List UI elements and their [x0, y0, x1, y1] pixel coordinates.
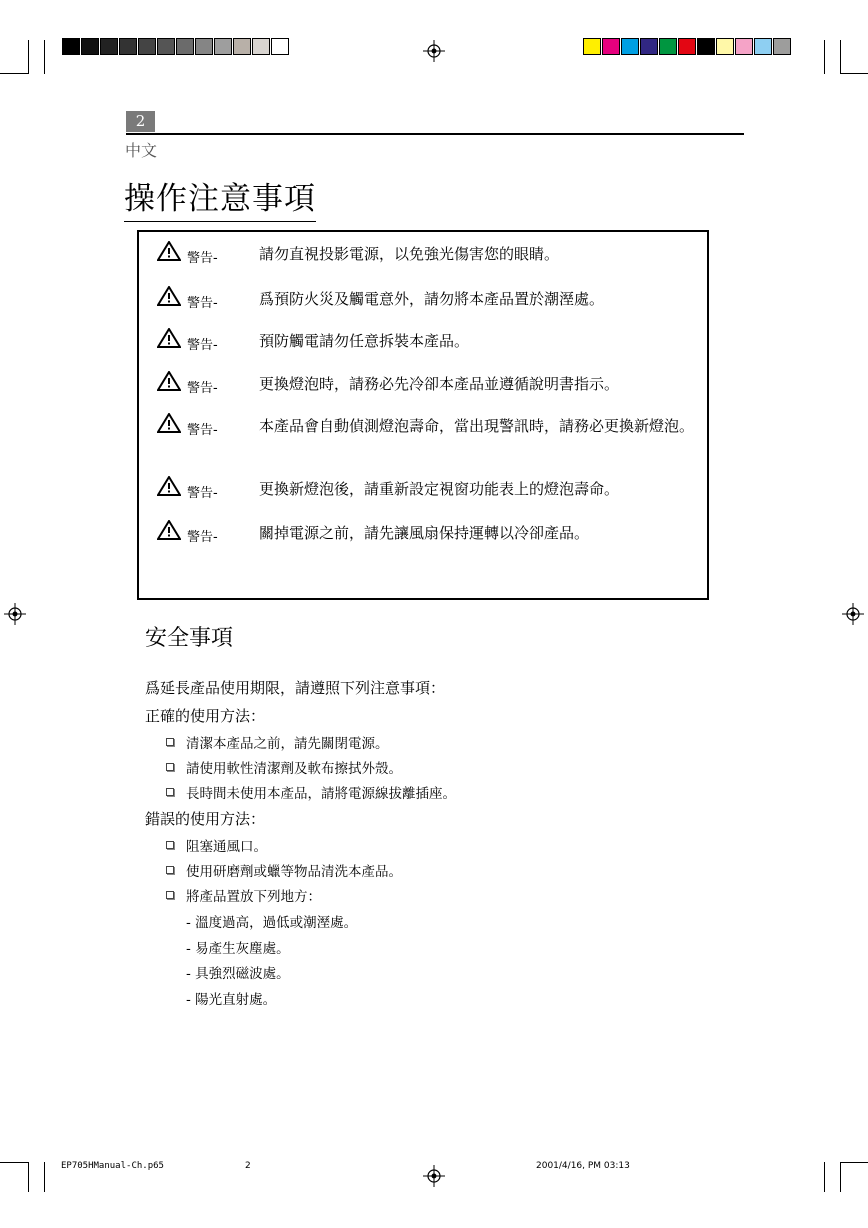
warning-text: 關掉電源之前，請先讓風扇保持運轉以冷卻產品。: [259, 524, 590, 542]
place-item: - 易產生灰塵處。: [186, 941, 290, 957]
gray-swatch: [176, 38, 194, 55]
warning-box: [137, 230, 709, 600]
color-swatch: [659, 38, 677, 55]
list-item: [166, 835, 267, 855]
language-label: 中文: [125, 141, 158, 160]
gray-swatch: [62, 38, 80, 55]
checkbox-bullet-icon: [166, 841, 174, 849]
color-swatch: [754, 38, 772, 55]
registration-mark-top: [423, 40, 445, 62]
registration-mark-bottom: [423, 1165, 445, 1187]
warning-triangle-icon: [157, 520, 181, 540]
color-swatch: [583, 38, 601, 55]
warning-triangle-icon: [157, 476, 181, 496]
list-item-text: 阻塞通風口。: [186, 839, 267, 855]
gray-swatch: [252, 38, 270, 55]
safety-intro: 爲延長產品使用期限，請遵照下列注意事項：: [145, 679, 446, 697]
checkbox-bullet-icon: [166, 891, 174, 899]
warning-triangle-icon: [157, 371, 181, 391]
page-number: 2: [126, 111, 155, 132]
color-swatch: [697, 38, 715, 55]
list-item-text: 清潔本產品之前，請先關閉電源。: [186, 736, 389, 752]
warning-triangle-icon: [157, 413, 181, 433]
warning-text: 更換燈泡時，請務必先冷卻本產品並遵循說明書指示。: [259, 375, 620, 393]
gray-swatch: [100, 38, 118, 55]
color-swatch: [735, 38, 753, 55]
warning-text: 更換新燈泡後，請重新設定視窗功能表上的燈泡壽命。: [259, 480, 620, 498]
list-item-text: 使用研磨劑或蠟等物品清洗本產品。: [186, 864, 402, 880]
list-item-text: 將產品置放下列地方：: [186, 889, 321, 905]
warning-triangle-icon: [157, 286, 181, 306]
place-item: - 具強烈磁波處。: [186, 966, 290, 982]
gray-swatch: [233, 38, 251, 55]
gray-swatch: [138, 38, 156, 55]
warning-triangle-icon: [157, 328, 181, 348]
warning-text: 請勿直視投影電源，以免強光傷害您的眼睛。: [259, 245, 560, 263]
gray-swatch: [214, 38, 232, 55]
checkbox-bullet-icon: [166, 738, 174, 746]
wrong-usage-heading: 錯誤的使用方法：: [145, 810, 266, 828]
correct-usage-heading: 正確的使用方法：: [145, 707, 266, 725]
color-swatch: [640, 38, 658, 55]
warning-label: 警告-: [187, 486, 218, 501]
color-swatch: [602, 38, 620, 55]
list-item: [166, 782, 456, 802]
warning-text: 爲預防火災及觸電意外，請勿將本產品置於潮溼處。: [259, 290, 605, 308]
checkbox-bullet-icon: [166, 866, 174, 874]
footer-filename: EP705HManual-Ch.p65: [61, 1161, 164, 1171]
gray-swatch: [195, 38, 213, 55]
warning-label: 警告-: [187, 251, 218, 266]
warning-text: 本產品會自動偵測燈泡壽命，當出現警訊時，請務必更換新燈泡。: [259, 417, 695, 435]
warning-text: 預防觸電請勿任意拆裝本產品。: [259, 332, 470, 350]
color-swatch: [621, 38, 639, 55]
checkbox-bullet-icon: [166, 763, 174, 771]
list-item: [166, 732, 389, 752]
gray-swatch: [271, 38, 289, 55]
warning-label: 警告-: [187, 296, 218, 311]
list-item: [166, 757, 402, 777]
warning-label: 警告-: [187, 423, 218, 438]
warning-label: 警告-: [187, 338, 218, 353]
list-item-text: 長時間未使用本產品，請將電源線拔離插座。: [186, 786, 456, 802]
gray-swatch: [119, 38, 137, 55]
warning-triangle-icon: [157, 241, 181, 261]
place-item: - 溫度過高，過低或潮溼處。: [186, 915, 358, 931]
registration-mark-right: [842, 603, 864, 625]
color-swatch: [678, 38, 696, 55]
place-item: - 陽光直射處。: [186, 992, 277, 1008]
page-title: 操作注意事項: [124, 173, 316, 222]
color-swatch: [716, 38, 734, 55]
footer-timestamp: 2001/4/16, PM 03:13: [536, 1161, 630, 1171]
footer-page: 2: [245, 1161, 251, 1171]
grayscale-bar: [62, 38, 290, 55]
color-bar: [583, 38, 792, 55]
warning-label: 警告-: [187, 530, 218, 545]
header-rule: [126, 133, 744, 135]
color-swatch: [773, 38, 791, 55]
safety-title: 安全事項: [145, 626, 234, 651]
list-item: [166, 885, 321, 905]
gray-swatch: [157, 38, 175, 55]
registration-mark-left: [4, 603, 26, 625]
list-item-text: 請使用軟性清潔劑及軟布擦拭外殼。: [186, 761, 402, 777]
warning-label: 警告-: [187, 381, 218, 396]
list-item: [166, 860, 402, 880]
checkbox-bullet-icon: [166, 788, 174, 796]
gray-swatch: [81, 38, 99, 55]
